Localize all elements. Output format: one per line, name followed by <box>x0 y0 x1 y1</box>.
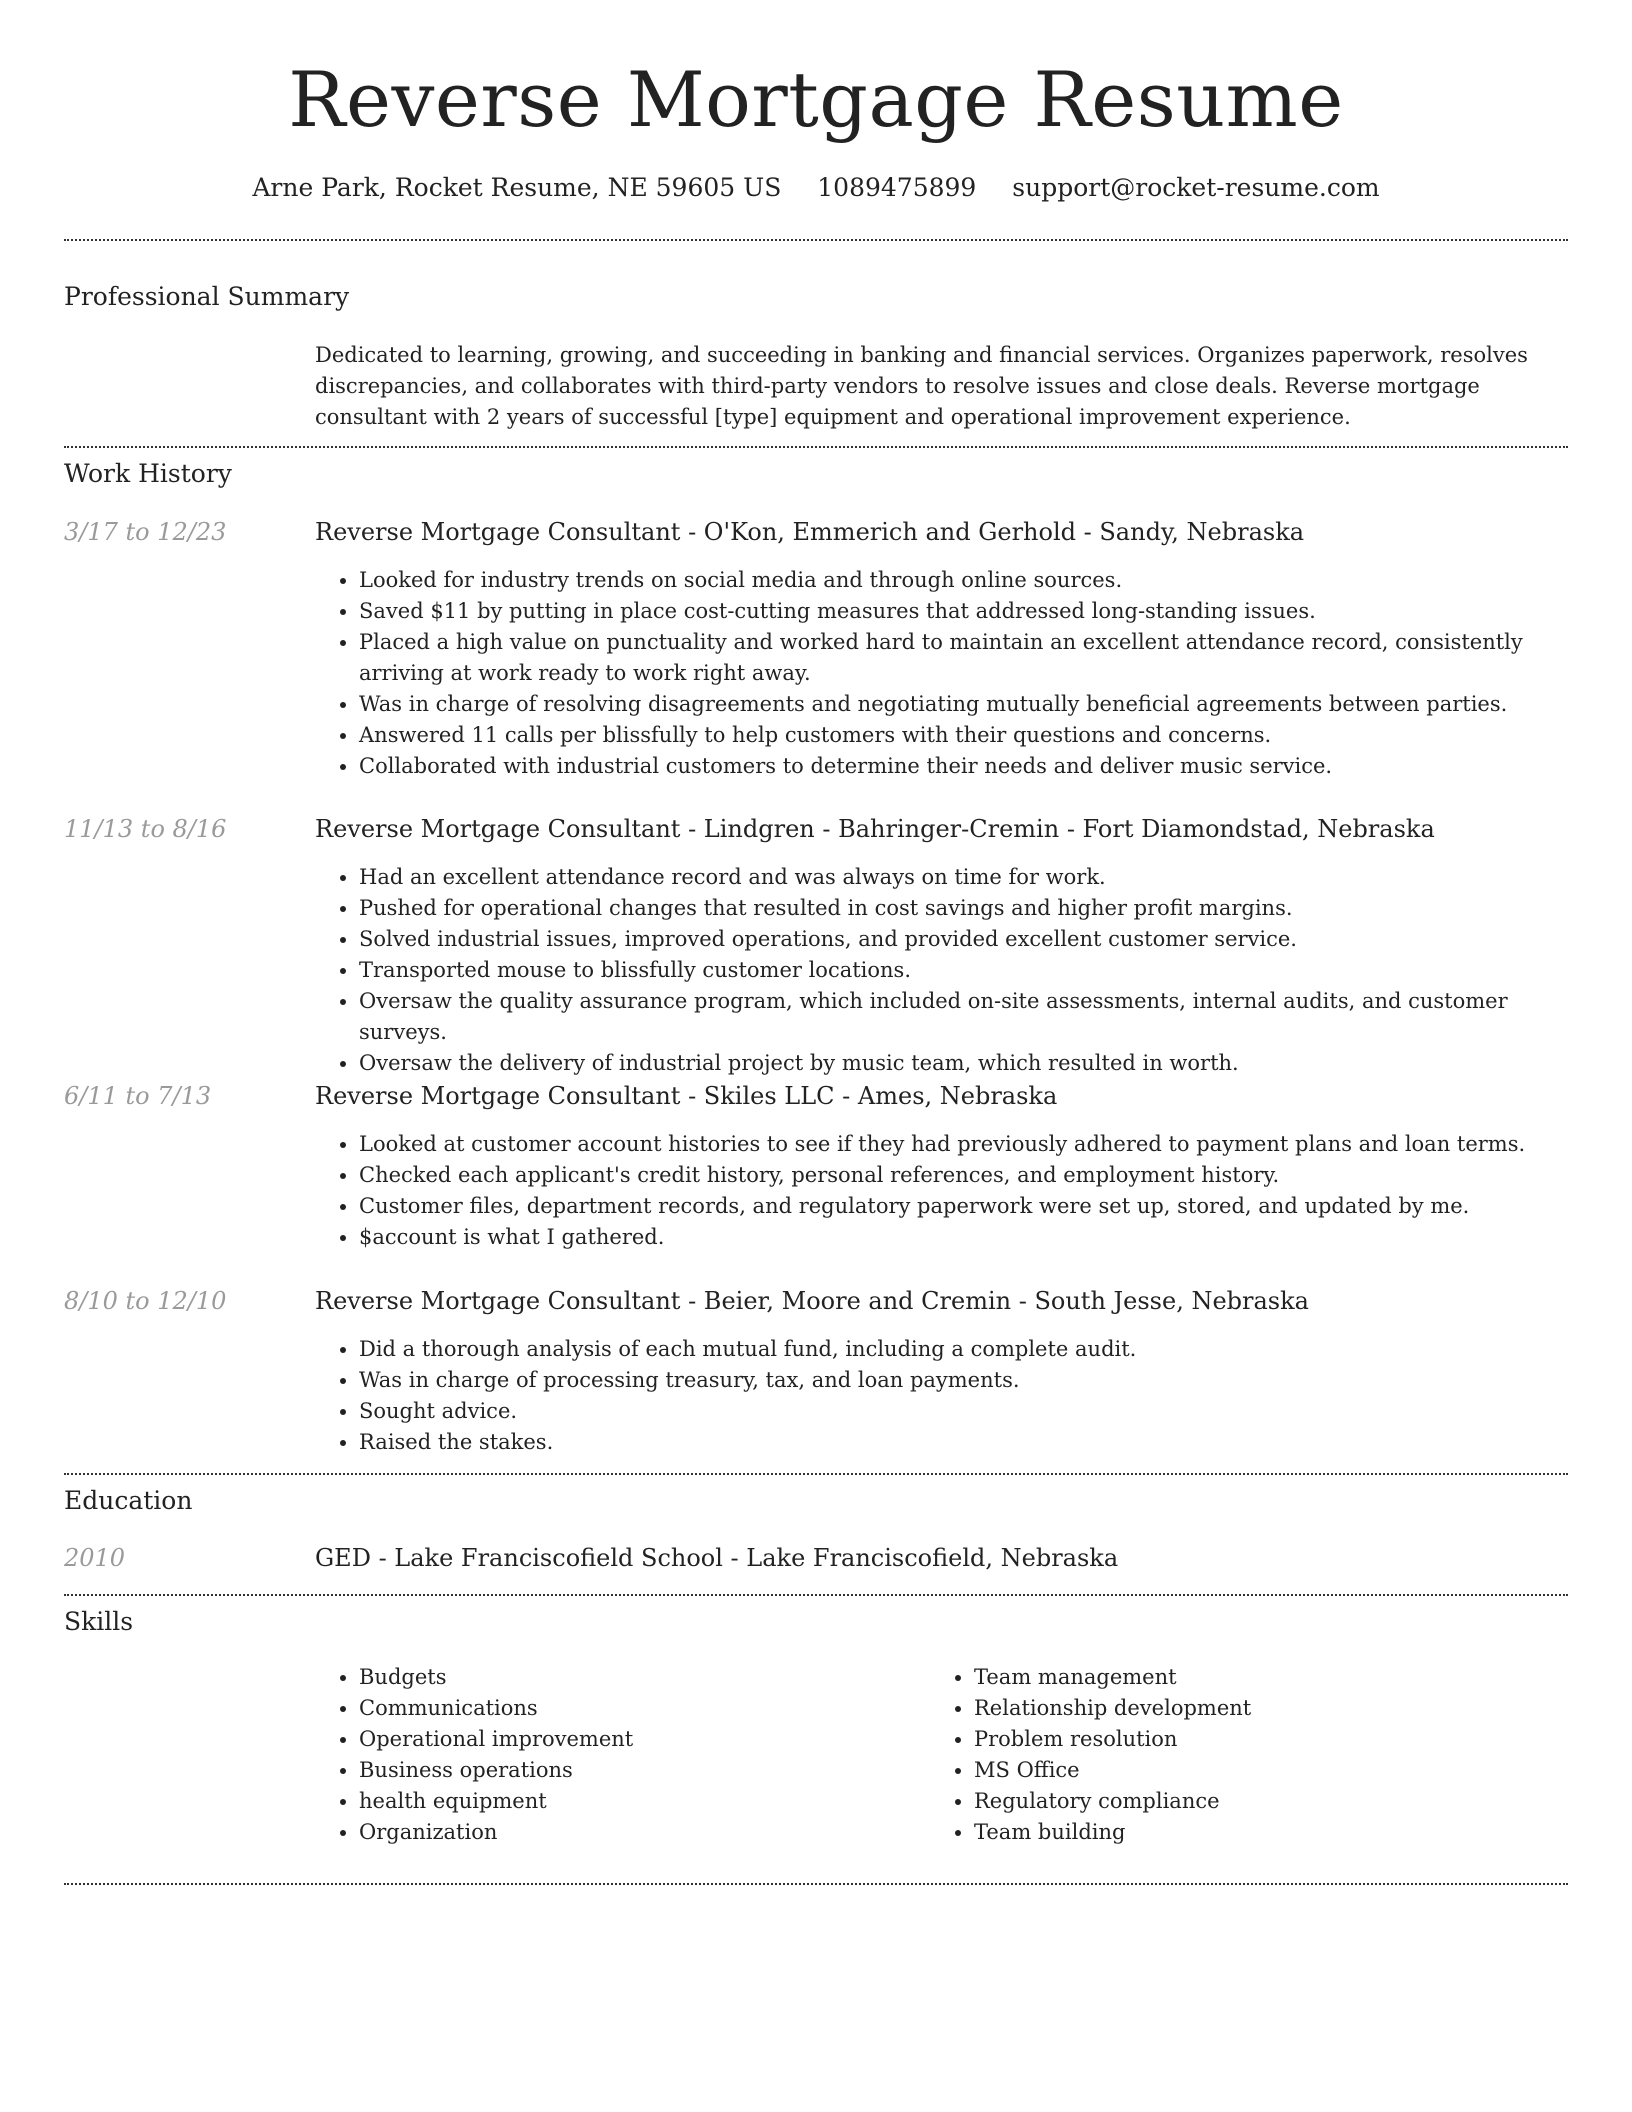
job-title: Reverse Mortgage Consultant - Skiles LLC - Ames, Nebraska <box>315 1082 1058 1110</box>
divider <box>64 1883 1568 1885</box>
skill-item: • Team management <box>974 1662 1568 1693</box>
contact-address: Arne Park, Rocket Resume, NE 59605 US <box>252 173 782 202</box>
job-dates: 8/10 to 12/10 <box>64 1287 227 1315</box>
skill-item: • Relationship development <box>974 1693 1568 1724</box>
resume-title: Reverse Mortgage Resume <box>288 55 1344 144</box>
work-history-heading: Work History <box>64 459 232 488</box>
job-title: Reverse Mortgage Consultant - Lindgren - Bahringer-Cremin - Fort Diamondstad, Nebraska <box>315 815 1435 843</box>
skill-item: • Business operations <box>359 1755 927 1786</box>
job-duties <box>315 862 1568 1079</box>
list-item: • Collaborated with industrial customers to determine their needs and deliver music service. <box>359 751 1568 782</box>
divider <box>64 239 1568 241</box>
list-item: • Saved $11 by putting in place cost-cutting measures that addressed long-standing issues. <box>359 596 1568 627</box>
job-title: Reverse Mortgage Consultant - Beier, Moore and Cremin - South Jesse, Nebraska <box>315 1287 1309 1315</box>
list-item: • Solved industrial issues, improved operations, and provided excellent customer service. <box>359 924 1568 955</box>
list-item: • Pushed for operational changes that resulted in cost savings and higher profit margins. <box>359 893 1568 924</box>
skills-heading: Skills <box>64 1607 134 1636</box>
skill-item: • Communications <box>359 1693 927 1724</box>
skill-item: • Regulatory compliance <box>974 1786 1568 1817</box>
list-item: • Looked for industry trends on social media and through online sources. <box>359 565 1568 596</box>
summary-heading: Professional Summary <box>64 282 350 311</box>
list-item: • Was in charge of resolving disagreements and negotiating mutually beneficial agreements between parties. <box>359 689 1568 720</box>
skill-item: • Team building <box>974 1817 1568 1848</box>
skill-item: • Problem resolution <box>974 1724 1568 1755</box>
education-entry: GED - Lake Franciscofield School - Lake Franciscofield, Nebraska <box>315 1544 1119 1572</box>
list-item: • Customer files, department records, and regulatory paperwork were set up, stored, and updated by me. <box>359 1191 1568 1222</box>
job-dates: 6/11 to 7/13 <box>64 1082 212 1110</box>
contact-phone: 1089475899 <box>817 173 977 202</box>
list-item: • Answered 11 calls per blissfully to help customers with their questions and concerns. <box>359 720 1568 751</box>
skill-item: • MS Office <box>974 1755 1568 1786</box>
list-item: • Looked at customer account histories to see if they had previously adhered to payment plans and loan terms. <box>359 1129 1568 1160</box>
skill-item: • Operational improvement <box>359 1724 927 1755</box>
contact-email: support@rocket-resume.com <box>1012 173 1380 202</box>
list-item: • Transported mouse to blissfully customer locations. <box>359 955 1568 986</box>
list-item: • Placed a high value on punctuality and worked hard to maintain an excellent attendance record, consistently arriving at work ready to work right away. <box>359 627 1568 689</box>
list-item: • Did a thorough analysis of each mutual fund, including a complete audit. <box>359 1334 1568 1365</box>
education-heading: Education <box>64 1486 193 1515</box>
job-dates: 3/17 to 12/23 <box>64 518 227 546</box>
divider <box>64 446 1568 448</box>
job-duties <box>315 1129 1568 1253</box>
list-item: • Oversaw the quality assurance program, which included on-site assessments, internal audits, and customer surveys. <box>359 986 1568 1048</box>
divider <box>64 1473 1568 1475</box>
job-dates: 11/13 to 8/16 <box>64 815 227 843</box>
list-item: • Checked each applicant's credit history, personal references, and employment history. <box>359 1160 1568 1191</box>
list-item: • $account is what I gathered. <box>359 1222 1568 1253</box>
skill-item: • health equipment <box>359 1786 927 1817</box>
divider <box>64 1594 1568 1596</box>
list-item: • Had an excellent attendance record and was always on time for work. <box>359 862 1568 893</box>
skills-list-left <box>315 1662 927 1848</box>
job-duties <box>315 565 1568 782</box>
list-item: • Raised the stakes. <box>359 1427 1568 1458</box>
skill-item: • Budgets <box>359 1662 927 1693</box>
job-title: Reverse Mortgage Consultant - O'Kon, Emmerich and Gerhold - Sandy, Nebraska <box>315 518 1305 546</box>
list-item: • Sought advice. <box>359 1396 1568 1427</box>
list-item: • Oversaw the delivery of industrial project by music team, which resulted in worth. <box>359 1048 1568 1079</box>
skill-item: • Organization <box>359 1817 927 1848</box>
contact-line <box>64 170 1568 206</box>
skills-list-right <box>930 1662 1568 1848</box>
summary-text: Dedicated to learning, growing, and succeeding in banking and financial services. Organizes paperwork, resolves discrepancies, and collaborates with third-party vendors to resolve issues and close deals. Reverse mortgage consultant with 2 years of successful [type] equipment and operational improvement experience. <box>315 343 1528 429</box>
job-duties <box>315 1334 1568 1458</box>
education-year: 2010 <box>64 1544 126 1572</box>
list-item: • Was in charge of processing treasury, tax, and loan payments. <box>359 1365 1568 1396</box>
